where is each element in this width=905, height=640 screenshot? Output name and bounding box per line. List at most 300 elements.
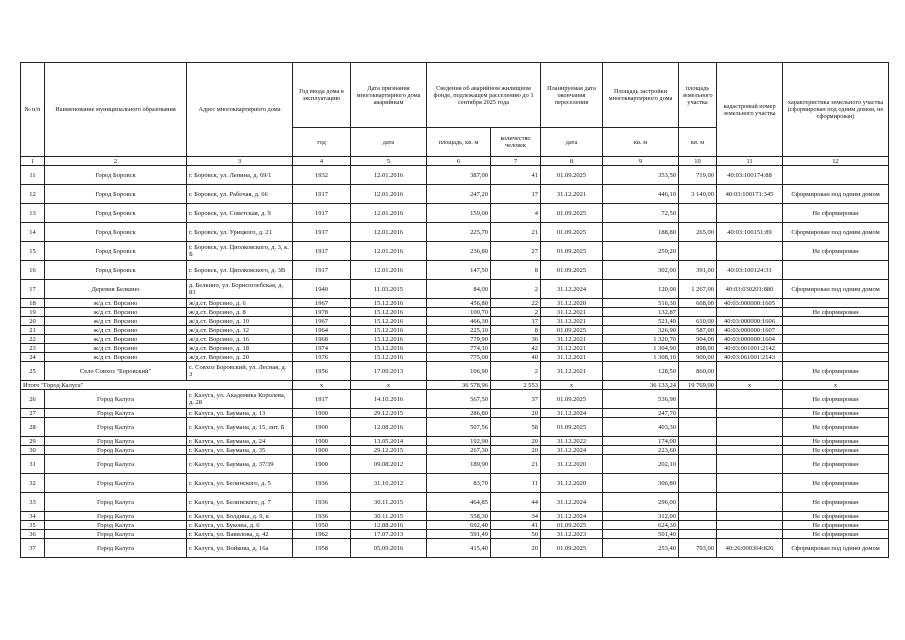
cell-num: 27 bbox=[21, 409, 45, 418]
cell-year: 1936 bbox=[293, 493, 351, 512]
cell-planned-date: 01.09.2025 bbox=[541, 539, 603, 558]
table-row bbox=[21, 493, 889, 512]
cell-area: 286,80 bbox=[427, 409, 491, 418]
cell-address: г. Калуга, ул. Вавилова, д. 42 bbox=[187, 530, 293, 539]
document-sheet bbox=[20, 62, 888, 558]
cell-year: 1962 bbox=[293, 530, 351, 539]
cell-address: ж/д.ст. Ворсино, д. 20 bbox=[187, 353, 293, 362]
cell-planned-date: 31.12.2021 bbox=[541, 362, 603, 381]
cell-num: 35 bbox=[21, 521, 45, 530]
cell-recognition-date: x bbox=[351, 381, 427, 390]
cell-people: 2 553 bbox=[491, 381, 541, 390]
cell-area: 464,85 bbox=[427, 493, 491, 512]
cell-address: ж/д.ст. Ворсино, д. 12 bbox=[187, 326, 293, 335]
colnum: 4 bbox=[293, 157, 351, 166]
cell-num: 18 bbox=[21, 299, 45, 308]
sub-people: количество человек bbox=[491, 128, 541, 157]
cell-num: 22 bbox=[21, 335, 45, 344]
cell-address: г. Калуга, ул. Болдина, д. 9, к bbox=[187, 512, 293, 521]
cell-land-area: 265,00 bbox=[679, 223, 717, 242]
cell-municipality: Город Калуга bbox=[45, 437, 187, 446]
cell-recognition-date: 15.12.2016 bbox=[351, 353, 427, 362]
cell-built-area: 516,30 bbox=[603, 299, 679, 308]
cell-land-area: 898,00 bbox=[679, 344, 717, 353]
cell-land-area: 904,00 bbox=[679, 335, 717, 344]
cell-recognition-date: 15.12.2016 bbox=[351, 308, 427, 317]
cell-area: 507,56 bbox=[427, 418, 491, 437]
table-row bbox=[21, 280, 889, 299]
cell-year: 1917 bbox=[293, 185, 351, 204]
colnum: 7 bbox=[491, 157, 541, 166]
cell-recognition-date: 12.01.2016 bbox=[351, 261, 427, 280]
table-row bbox=[21, 446, 889, 455]
cell-recognition-date: 09.08.2012 bbox=[351, 455, 427, 474]
colnum: 11 bbox=[717, 157, 783, 166]
colnum: 3 bbox=[187, 157, 293, 166]
cell-address: ж/д.ст. Ворсино, д. 8 bbox=[187, 308, 293, 317]
cell-municipality: ж/д ст. Ворсино bbox=[45, 326, 187, 335]
table-row bbox=[21, 474, 889, 493]
cell-land-area: 1 267,00 bbox=[679, 280, 717, 299]
cell-year: 1917 bbox=[293, 261, 351, 280]
cell-year: 1940 bbox=[293, 280, 351, 299]
table-row bbox=[21, 344, 889, 353]
cell-people: 36 bbox=[491, 335, 541, 344]
col-emergency-header: Сведения об аварийном жилищном фонде, подлежащем расселению до 1 сентября 2025 года bbox=[427, 63, 541, 128]
table-row bbox=[21, 299, 889, 308]
cell-cadastral: 40:03:000000:1605 bbox=[717, 299, 783, 308]
cell-recognition-date: 30.11.2015 bbox=[351, 512, 427, 521]
cell-people: 20 bbox=[491, 409, 541, 418]
cell-num: 24 bbox=[21, 353, 45, 362]
cell-area: 267,30 bbox=[427, 446, 491, 455]
cell-recognition-date: 15.12.2016 bbox=[351, 299, 427, 308]
cell-address: г. Боровск, ул. Советская, д. 9 bbox=[187, 204, 293, 223]
total-label: Итого "Город Калуга" bbox=[21, 381, 293, 390]
cell-year: x bbox=[293, 381, 351, 390]
cell-built-area: 1 320,70 bbox=[603, 335, 679, 344]
cell-num: 21 bbox=[21, 326, 45, 335]
cell-land-char bbox=[783, 326, 889, 335]
cell-land-area bbox=[679, 521, 717, 530]
cell-recognition-date: 15.12.2016 bbox=[351, 326, 427, 335]
cell-planned-date: 31.12.2023 bbox=[541, 530, 603, 539]
cell-recognition-date: 12.01.2016 bbox=[351, 166, 427, 185]
cell-municipality: Город Калуга bbox=[45, 512, 187, 521]
cell-built-area: 259,20 bbox=[603, 242, 679, 261]
cell-cadastral bbox=[717, 530, 783, 539]
cell-year: 1974 bbox=[293, 344, 351, 353]
table-row bbox=[21, 512, 889, 521]
cell-recognition-date: 12.08.2016 bbox=[351, 418, 427, 437]
cell-cadastral bbox=[717, 455, 783, 474]
cell-num: 30 bbox=[21, 446, 45, 455]
cell-address: ж/д.ст. Ворсино, д. 6 bbox=[187, 299, 293, 308]
cell-num: 12 bbox=[21, 185, 45, 204]
cell-num: 23 bbox=[21, 344, 45, 353]
cell-recognition-date: 12.08.2016 bbox=[351, 521, 427, 530]
total-row bbox=[21, 381, 889, 390]
cell-people: 40 bbox=[491, 353, 541, 362]
col-address-header: Адрес многоквартирного дома bbox=[187, 63, 293, 157]
cell-land-char: Сформирован под одним домом bbox=[783, 539, 889, 558]
cell-land-area bbox=[679, 204, 717, 223]
cell-built-area: 312,00 bbox=[603, 512, 679, 521]
cell-recognition-date: 31.10.2012 bbox=[351, 474, 427, 493]
cell-num: 11 bbox=[21, 166, 45, 185]
cell-land-char bbox=[783, 353, 889, 362]
cell-year: 1950 bbox=[293, 521, 351, 530]
cell-year: 1964 bbox=[293, 326, 351, 335]
cell-recognition-date: 12.01.2016 bbox=[351, 204, 427, 223]
cell-cadastral: 40:03:100151:89 bbox=[717, 223, 783, 242]
cell-planned-date: 01.09.2025 bbox=[541, 242, 603, 261]
cell-people: 22 bbox=[491, 299, 541, 308]
colnum: 2 bbox=[45, 157, 187, 166]
cell-land-char: Не сформирован bbox=[783, 493, 889, 512]
cell-land-char: Сформирован под одним домом bbox=[783, 185, 889, 204]
cell-recognition-date: 29.12.2015 bbox=[351, 446, 427, 455]
table-row bbox=[21, 261, 889, 280]
cell-land-area: 719,00 bbox=[679, 166, 717, 185]
cell-year: 1917 bbox=[293, 223, 351, 242]
cell-recognition-date: 15.12.2016 bbox=[351, 317, 427, 326]
cell-land-char: Не сформирован bbox=[783, 390, 889, 409]
cell-built-area: 353,50 bbox=[603, 166, 679, 185]
cell-cadastral: 40:26:000364:826 bbox=[717, 539, 783, 558]
table-row bbox=[21, 390, 889, 409]
cell-cadastral: 40:03:000000:1607 bbox=[717, 326, 783, 335]
cell-land-area bbox=[679, 530, 717, 539]
cell-municipality: ж/д ст. Ворсино bbox=[45, 317, 187, 326]
table-row bbox=[21, 409, 889, 418]
cell-address: г. Калуга, ул. Баумана, д. 35 bbox=[187, 446, 293, 455]
cell-num: 20 bbox=[21, 317, 45, 326]
cell-people: 20 bbox=[491, 437, 541, 446]
cell-land-char bbox=[783, 335, 889, 344]
cell-year: 1967 bbox=[293, 317, 351, 326]
cell-area: 225,70 bbox=[427, 223, 491, 242]
cell-area: 558,30 bbox=[427, 512, 491, 521]
cell-municipality: ж/д ст. Ворсино bbox=[45, 299, 187, 308]
cell-planned-date: 01.09.2025 bbox=[541, 261, 603, 280]
cell-municipality: Город Калуга bbox=[45, 530, 187, 539]
cell-year: 1900 bbox=[293, 455, 351, 474]
cell-built-area: 1 304,90 bbox=[603, 344, 679, 353]
cell-people: 50 bbox=[491, 530, 541, 539]
cell-people: 34 bbox=[491, 512, 541, 521]
cell-address: г. Калуга, ул. Баумана, д. 37/39 bbox=[187, 455, 293, 474]
cell-planned-date: 31.12.2024 bbox=[541, 512, 603, 521]
cell-planned-date: 31.12.2024 bbox=[541, 446, 603, 455]
cell-area: 106,90 bbox=[427, 362, 491, 381]
colnum: 8 bbox=[541, 157, 603, 166]
cell-area: 236,80 bbox=[427, 242, 491, 261]
cell-address: г. Калуга, ул. Баумана, д. 15, лит. Б bbox=[187, 418, 293, 437]
cell-planned-date: 31.12.2024 bbox=[541, 493, 603, 512]
cell-planned-date: 31.12.2022 bbox=[541, 437, 603, 446]
cell-people: 8 bbox=[491, 326, 541, 335]
cell-area: 159,00 bbox=[427, 204, 491, 223]
cell-built-area: 253,40 bbox=[603, 539, 679, 558]
cell-year: 1900 bbox=[293, 437, 351, 446]
cell-municipality: Город Боровск bbox=[45, 204, 187, 223]
table-row bbox=[21, 521, 889, 530]
cell-land-char bbox=[783, 344, 889, 353]
cell-people: 41 bbox=[491, 521, 541, 530]
cell-land-char: Не сформирован bbox=[783, 437, 889, 446]
cell-land-char bbox=[783, 299, 889, 308]
cell-year: 1978 bbox=[293, 308, 351, 317]
sub-built-area: кв. м bbox=[603, 128, 679, 157]
col-municipality-header: Наименование муниципального образования bbox=[45, 63, 187, 157]
table-row bbox=[21, 242, 889, 261]
cell-num: 28 bbox=[21, 418, 45, 437]
cell-year: 1917 bbox=[293, 242, 351, 261]
cell-address: г. Калуга, ул. Белинского, д. 7 bbox=[187, 493, 293, 512]
cell-land-area bbox=[679, 474, 717, 493]
cell-year: 1956 bbox=[293, 362, 351, 381]
cell-land-char bbox=[783, 261, 889, 280]
cell-year: 1936 bbox=[293, 474, 351, 493]
cell-recognition-date: 12.01.2016 bbox=[351, 242, 427, 261]
cell-people: 20 bbox=[491, 446, 541, 455]
cell-recognition-date: 12.01.2016 bbox=[351, 223, 427, 242]
table-row bbox=[21, 223, 889, 242]
cell-num: 17 bbox=[21, 280, 45, 299]
table-row bbox=[21, 539, 889, 558]
cell-land-area: 793,00 bbox=[679, 539, 717, 558]
cell-num: 36 bbox=[21, 530, 45, 539]
cell-num: 26 bbox=[21, 390, 45, 409]
cell-built-area: 72,50 bbox=[603, 204, 679, 223]
cell-municipality: ж/д ст. Ворсино bbox=[45, 353, 187, 362]
cell-year: 1917 bbox=[293, 390, 351, 409]
cell-cadastral: 40:03:000000:1604 bbox=[717, 335, 783, 344]
cell-num: 13 bbox=[21, 204, 45, 223]
cell-recognition-date: 15.12.2016 bbox=[351, 344, 427, 353]
cell-land-char: Не сформирован bbox=[783, 446, 889, 455]
cell-address: г. Калуга, ул. Академика Королева, д. 28 bbox=[187, 390, 293, 409]
cell-municipality: Город Калуга bbox=[45, 418, 187, 437]
cell-area: 83,70 bbox=[427, 474, 491, 493]
cell-people: 21 bbox=[491, 455, 541, 474]
cell-people: 44 bbox=[491, 493, 541, 512]
cell-built-area: 501,40 bbox=[603, 530, 679, 539]
cell-area: 692,40 bbox=[427, 521, 491, 530]
cell-planned-date: 01.09.2025 bbox=[541, 223, 603, 242]
cell-people: 58 bbox=[491, 418, 541, 437]
cell-people: 2 bbox=[491, 280, 541, 299]
cell-cadastral bbox=[717, 204, 783, 223]
cell-land-char: Не сформирован bbox=[783, 455, 889, 474]
cell-land-area: 608,00 bbox=[679, 299, 717, 308]
cell-planned-date: 31.12.2020 bbox=[541, 455, 603, 474]
cell-built-area: 188,80 bbox=[603, 223, 679, 242]
cell-recognition-date: 11.03.2015 bbox=[351, 280, 427, 299]
table-row bbox=[21, 353, 889, 362]
cell-planned-date: 31.12.2021 bbox=[541, 317, 603, 326]
cell-built-area: 296,00 bbox=[603, 493, 679, 512]
cell-cadastral: x bbox=[717, 381, 783, 390]
cell-planned-date: 01.09.2025 bbox=[541, 390, 603, 409]
cell-recognition-date: 30.11.2015 bbox=[351, 493, 427, 512]
cell-year: 1936 bbox=[293, 512, 351, 521]
cell-land-char bbox=[783, 166, 889, 185]
cell-num: 31 bbox=[21, 455, 45, 474]
cell-land-area bbox=[679, 437, 717, 446]
cell-year: 1968 bbox=[293, 335, 351, 344]
cell-built-area: 1 308,10 bbox=[603, 353, 679, 362]
cell-municipality: Город Боровск bbox=[45, 223, 187, 242]
cell-area: 100,70 bbox=[427, 308, 491, 317]
cell-cadastral: 40:03:000000:1606 bbox=[717, 317, 783, 326]
cell-address: ж/д.ст. Ворсино, д. 10 bbox=[187, 317, 293, 326]
cell-planned-date: 31.12.2024 bbox=[541, 280, 603, 299]
table-row bbox=[21, 418, 889, 437]
cell-cadastral bbox=[717, 362, 783, 381]
cell-municipality: Город Калуга bbox=[45, 474, 187, 493]
cell-land-area: 587,00 bbox=[679, 326, 717, 335]
cell-cadastral bbox=[717, 409, 783, 418]
cell-built-area: 624,30 bbox=[603, 521, 679, 530]
cell-year: 1967 bbox=[293, 299, 351, 308]
cell-built-area: 536,90 bbox=[603, 390, 679, 409]
cell-recognition-date: 05.09.2016 bbox=[351, 539, 427, 558]
table-row bbox=[21, 437, 889, 446]
column-number-row bbox=[21, 157, 889, 166]
cell-land-area: 19 769,00 bbox=[679, 381, 717, 390]
cell-planned-date: 31.12.2021 bbox=[541, 308, 603, 317]
table-row bbox=[21, 530, 889, 539]
cell-planned-date: 31.12.2021 bbox=[541, 185, 603, 204]
cell-cadastral bbox=[717, 446, 783, 455]
cell-num: 34 bbox=[21, 512, 45, 521]
cell-municipality: Город Калуга bbox=[45, 446, 187, 455]
cell-planned-date: 31.12.2021 bbox=[541, 353, 603, 362]
cell-people: 20 bbox=[491, 539, 541, 558]
cell-year: 1900 bbox=[293, 418, 351, 437]
cell-area: 225,10 bbox=[427, 326, 491, 335]
colnum: 12 bbox=[783, 157, 889, 166]
cell-area: 466,30 bbox=[427, 317, 491, 326]
cell-recognition-date: 29.12.2015 bbox=[351, 409, 427, 418]
cell-municipality: Город Калуга bbox=[45, 539, 187, 558]
cell-people: 17 bbox=[491, 317, 541, 326]
cell-address: г. Калуга, ул. Баумана, д. 13 bbox=[187, 409, 293, 418]
cell-year: 1976 bbox=[293, 353, 351, 362]
cell-land-area bbox=[679, 493, 717, 512]
cell-cadastral bbox=[717, 512, 783, 521]
cell-built-area: 326,90 bbox=[603, 326, 679, 335]
cell-people: 2 bbox=[491, 308, 541, 317]
cell-cadastral bbox=[717, 493, 783, 512]
cell-municipality: ж/д ст. Ворсино bbox=[45, 335, 187, 344]
cell-address: г. Боровск, ул. Циолковского, д. 3В bbox=[187, 261, 293, 280]
cell-built-area: 247,70 bbox=[603, 409, 679, 418]
cell-cadastral bbox=[717, 242, 783, 261]
cell-land-char: Не сформирован bbox=[783, 530, 889, 539]
cell-planned-date: 31.12.2020 bbox=[541, 474, 603, 493]
col-year-header: Год ввода дома в эксплуатацию bbox=[293, 63, 351, 128]
cell-area: 774,10 bbox=[427, 344, 491, 353]
cell-land-char: x bbox=[783, 381, 889, 390]
cell-area: 247,20 bbox=[427, 185, 491, 204]
cell-area: 192,90 bbox=[427, 437, 491, 446]
cell-cadastral: 40:03:100124:31 bbox=[717, 261, 783, 280]
cell-municipality: Город Калуга bbox=[45, 493, 187, 512]
cell-municipality: Город Калуга bbox=[45, 390, 187, 409]
sub-area: площадь, кв. м bbox=[427, 128, 491, 157]
col-cadastral-header: кадастровый номер земельного участка bbox=[717, 63, 783, 157]
cell-municipality: Село Совхоз "Боровский" bbox=[45, 362, 187, 381]
cell-people: 27 bbox=[491, 242, 541, 261]
cell-num: 29 bbox=[21, 437, 45, 446]
cell-year: 1932 bbox=[293, 166, 351, 185]
col-land-char-header: характеристика земельного участка (сформирован под одним домом, не сформирован) bbox=[783, 63, 889, 157]
cell-area: 775,00 bbox=[427, 353, 491, 362]
cell-land-area bbox=[679, 455, 717, 474]
cell-built-area: 202,10 bbox=[603, 455, 679, 474]
cell-address: г. Боровск, ул. Циолковского, д. 3, к. Б bbox=[187, 242, 293, 261]
table-row bbox=[21, 185, 889, 204]
cell-land-area bbox=[679, 446, 717, 455]
cell-address: г. Боровск, ул. Ленина, д. 69/1 bbox=[187, 166, 293, 185]
cell-built-area: 120,00 bbox=[603, 280, 679, 299]
table-row bbox=[21, 455, 889, 474]
cell-land-char: Не сформирован bbox=[783, 409, 889, 418]
cell-land-area: 3 140,00 bbox=[679, 185, 717, 204]
cell-built-area: 36 133,24 bbox=[603, 381, 679, 390]
cell-cadastral: 40:03:061001:2143 bbox=[717, 353, 783, 362]
cell-recognition-date: 14.10.2016 bbox=[351, 390, 427, 409]
cell-area: 36 578,96 bbox=[427, 381, 491, 390]
cell-address: д. Белкино, ул. Борисоглебская, д. 83 bbox=[187, 280, 293, 299]
cell-num: 16 bbox=[21, 261, 45, 280]
cell-address: г. Калуга, ул. Баумана, д. 24 bbox=[187, 437, 293, 446]
cell-planned-date: 01.09.2025 bbox=[541, 166, 603, 185]
table-row bbox=[21, 326, 889, 335]
sub-year: год bbox=[293, 128, 351, 157]
cell-cadastral bbox=[717, 308, 783, 317]
cell-planned-date: 01.09.2025 bbox=[541, 521, 603, 530]
table-row bbox=[21, 335, 889, 344]
cell-area: 456,80 bbox=[427, 299, 491, 308]
table-row bbox=[21, 362, 889, 381]
cell-year: 1958 bbox=[293, 539, 351, 558]
cell-area: 779,90 bbox=[427, 335, 491, 344]
cell-planned-date: x bbox=[541, 381, 603, 390]
cell-municipality: Деревня Белкино bbox=[45, 280, 187, 299]
cell-area: 415,40 bbox=[427, 539, 491, 558]
cell-land-char: Сформирован под одним домом bbox=[783, 280, 889, 299]
cell-cadastral: 40:03:061001:2142 bbox=[717, 344, 783, 353]
cell-land-char: Не сформирован bbox=[783, 521, 889, 530]
cell-land-char: Не сформирован bbox=[783, 418, 889, 437]
colnum: 9 bbox=[603, 157, 679, 166]
cell-municipality: Город Боровск bbox=[45, 185, 187, 204]
cell-built-area: 446,10 bbox=[603, 185, 679, 204]
cell-built-area: 128,50 bbox=[603, 362, 679, 381]
cell-land-char bbox=[783, 317, 889, 326]
cell-land-area: 391,00 bbox=[679, 261, 717, 280]
cell-address: г. Боровск, ул. Рабочая, д. 66 bbox=[187, 185, 293, 204]
cell-land-area: 900,00 bbox=[679, 353, 717, 362]
cell-land-char: Не сформирован bbox=[783, 512, 889, 521]
cell-planned-date: 31.12.2021 bbox=[541, 344, 603, 353]
cell-municipality: ж/д ст. Ворсино bbox=[45, 344, 187, 353]
cell-municipality: Город Боровск bbox=[45, 261, 187, 280]
